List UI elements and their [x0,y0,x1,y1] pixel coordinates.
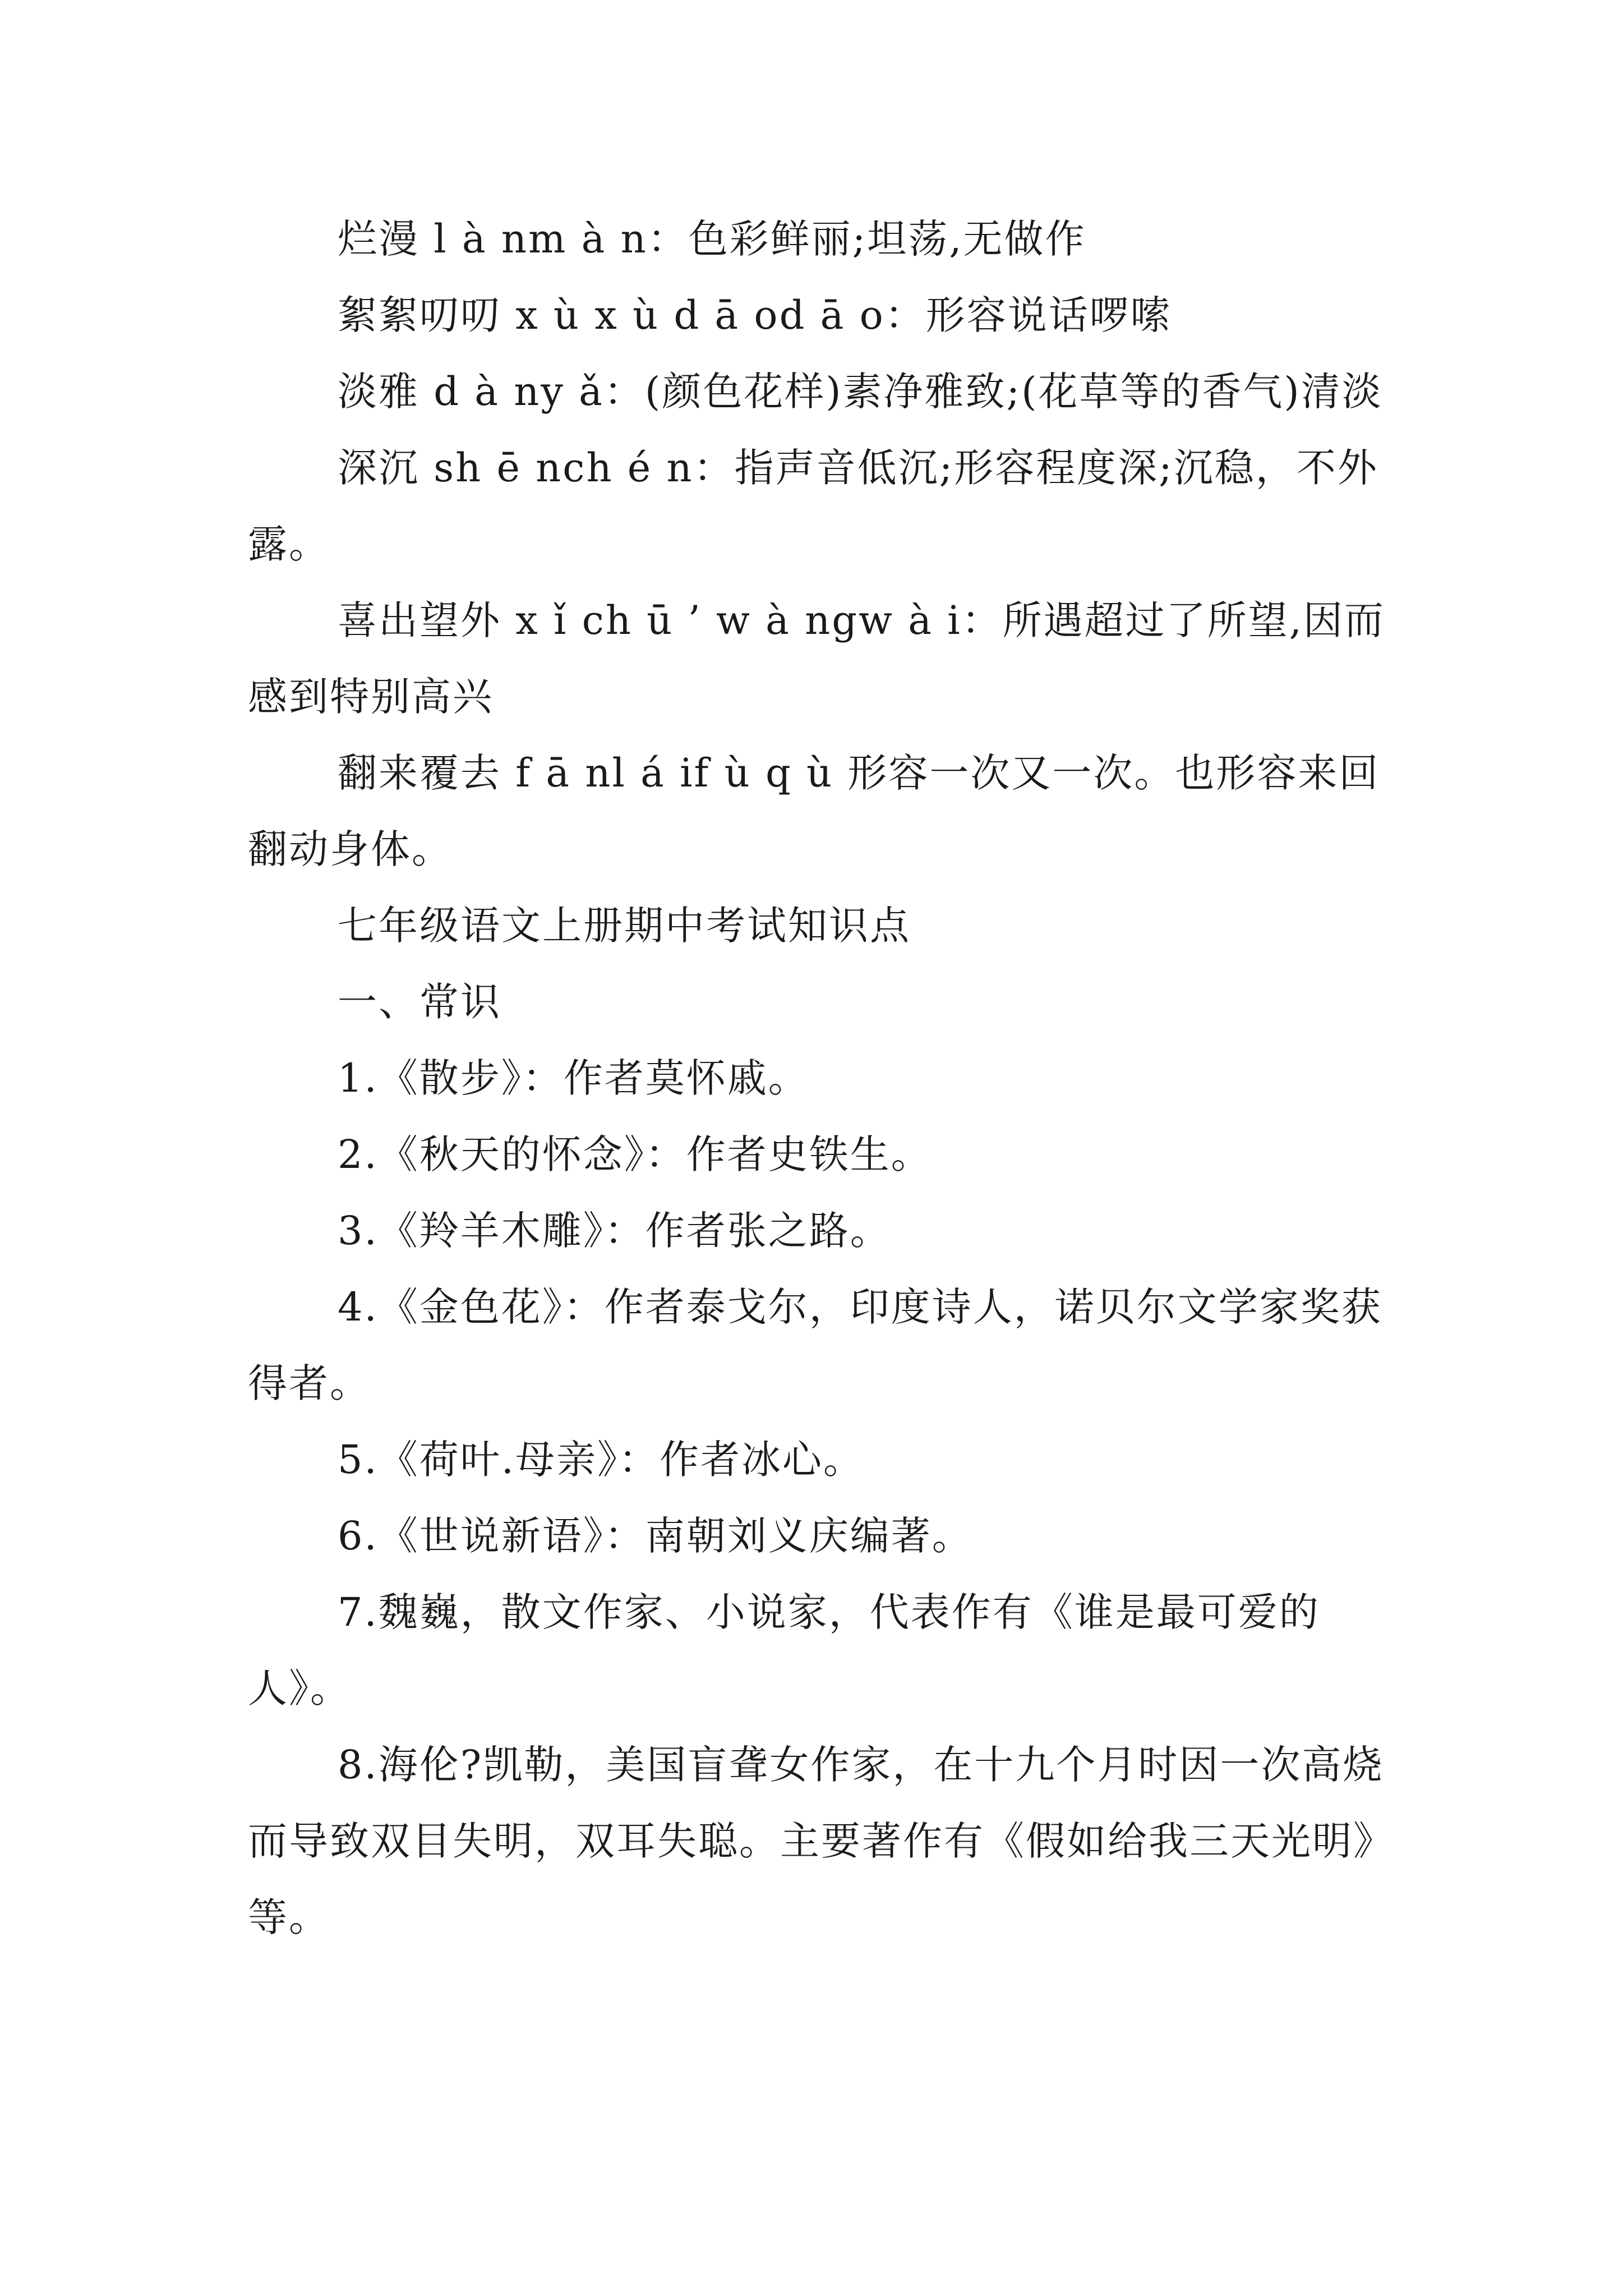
vocab-entry-lanman: 烂漫 l à nm à n：色彩鲜丽;坦荡,无做作 [338,216,1086,262]
section-heading-common-knowledge: 一、常识 [338,979,501,1025]
vocab-entry-fanlaifuqu: 翻来覆去 f ā nl á if ù q ù 形容一次又一次。也形容来回翻动身体。 [248,750,1380,872]
document-body [248,201,1389,1955]
list-item: 3.《羚羊木雕》：作者张之路。 [338,1208,891,1254]
list-item: 1.《散步》：作者莫怀戚。 [338,1055,809,1101]
list-item: 6.《世说新语》：南朝刘义庆编著。 [338,1513,973,1559]
list-item: 8.海伦?凯勒，美国盲聋女作家，在十九个月时因一次高烧而导致双目失明，双耳失聪。主要著作有《假如给我三天光明》等。 [248,1742,1384,1940]
section-title: 七年级语文上册期中考试知识点 [338,903,911,949]
list-item: 4.《金色花》：作者泰戈尔，印度诗人，诺贝尔文学家奖获得者。 [248,1284,1382,1406]
list-item: 2.《秋天的怀念》：作者史铁生。 [338,1131,932,1177]
vocab-entry-shenchen: 深沉 sh ē nch é n：指声音低沉;形容程度深;沉稳，不外露。 [248,445,1378,567]
vocab-entry-xuxudaodao: 絮絮叨叨 x ù x ù d ā od ā o：形容说话啰嗦 [338,292,1172,338]
vocab-entry-danya: 淡雅 d à ny ǎ：(颜色花样)素净雅致;(花草等的香气)清淡 [338,369,1383,415]
vocab-entry-xichuwangwai: 喜出望外 x ǐ ch ū ’ w à ngw à i：所遇超过了所望,因而感到特别高兴 [248,597,1385,720]
list-item: 5.《荷叶.母亲》：作者冰心。 [338,1437,865,1483]
list-item: 7.魏巍，散文作家、小说家，代表作有《谁是最可爱的人》。 [248,1589,1320,1711]
